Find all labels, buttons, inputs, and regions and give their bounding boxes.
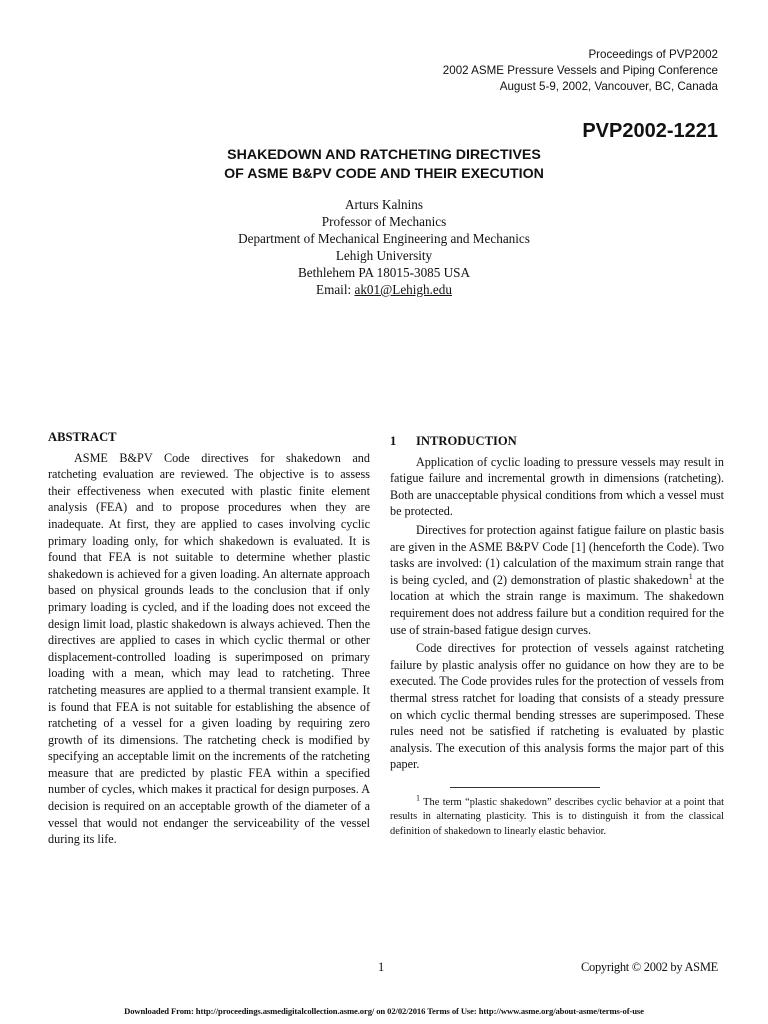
email-label: Email:	[316, 282, 355, 297]
footnote-divider	[450, 787, 600, 788]
intro-paragraph-3: Code directives for protection of vessels against ratcheting failure by plastic analysis offer no guidance on how they are to be executed. The Code provides rules for the protection of vessels from thermal stress ratchet for loading that consists of a steady pressure on which cyclic thermal bending stresses are superimposed. These rules need not be satisfied if ratcheting is evaluated by plastic analysis. The execution of this analysis forms the major part of this paper.	[390, 641, 724, 772]
page-number: 1	[378, 960, 385, 974]
introduction-heading	[390, 433, 724, 450]
proceedings-line: Proceedings of PVP2002	[588, 48, 718, 61]
abstract-heading: ABSTRACT	[48, 430, 117, 444]
conference-date-line: August 5-9, 2002, Vancouver, BC, Canada	[499, 80, 718, 93]
email-link[interactable]: ak01@Lehigh.edu	[354, 282, 452, 297]
section-title: INTRODUCTION	[416, 434, 517, 448]
left-column	[48, 429, 370, 850]
right-column	[390, 433, 724, 839]
footnote-reference[interactable]: 1	[688, 571, 693, 581]
conference-header	[443, 47, 718, 95]
author-department: Department of Mechanical Engineering and Mechanics	[238, 231, 530, 246]
author-name: Arturs Kalnins	[344, 197, 424, 212]
title-line-1: SHAKEDOWN AND RATCHETING DIRECTIVES	[227, 147, 541, 163]
author-email-line	[0, 281, 768, 298]
footnote-text: The term “plastic shakedown” describes cyclic behavior at a point that results in alternating plasticity. This is to distinguish it from the classical definition of shakedown to linearly elastic behavior.	[390, 796, 724, 837]
download-notice: Downloaded From: http://proceedings.asmedigitalcollection.asme.org/ on 02/02/2016 Terms of Use: http://www.asme.org/about-asme/terms-of-use	[124, 1006, 644, 1016]
intro-paragraph-2-text-a: Directives for protection against fatigue failure on plastic basis are given in the ASME B&PV Code [1] (henceforth the Code). Two tasks are involved: (1) calculation of the maximum strain range that is being cycled, and (2) demonstration of plastic shakedown	[390, 522, 724, 587]
intro-paragraph-1: Application of cyclic loading to pressure vessels may result in fatigue failure and incremental growth in dimensions (ratcheting). Both are unacceptable physical conditions from which a vessel must be protected.	[390, 454, 724, 519]
conference-name-line: 2002 ASME Pressure Vessels and Piping Conference	[442, 64, 718, 77]
paper-number: PVP2002-1221	[582, 120, 718, 142]
intro-paragraph-2-text-b: at the location at which the strain range is maximum. The shakedown requirement does not address failure but a condition required for the use of strain-based fatigue design curves.	[390, 572, 725, 637]
author-block	[0, 196, 768, 298]
paper-title	[0, 146, 768, 184]
copyright-notice: Copyright © 2002 by ASME	[580, 960, 718, 974]
intro-paragraph-2	[390, 522, 724, 638]
author-position: Professor of Mechanics	[321, 214, 447, 229]
section-number: 1	[390, 434, 397, 448]
title-line-2: OF ASME B&PV CODE AND THEIR EXECUTION	[224, 166, 544, 182]
author-university: Lehigh University	[335, 248, 433, 263]
abstract-text: ASME B&PV Code directives for shakedown and ratcheting evaluation are reviewed. The objective is to assess their effectiveness when executed with plastic finite element analysis (FEA) and to propose procedures when they are inadequate. At first, they are applied to cases involving cyclic primary loading only, for which shakedown is evaluated. It is found that FEA is not suitable to determine whether plastic shakedown is achieved for a given loading. An alternate approach based on physical grounds leads to the conclusion that if only primary loading is cycled, and if the loading does not exceed the design limit load, plastic shakedown is always achieved. Then the directives are applied to cases in which cyclic thermal or other displacement-controlled loading is superimposed on primary loading with a mean, which may lead to ratcheting. Three ratcheting measures are applied to a thermal transient example. It is found that FEA is not suitable for establishing the absence of ratcheting of a vessel for a given loading by requiring zero growth of its dimensions. The ratcheting check is modified by specifying an acceptable limit on the increments of the ratcheting measure that are predicted by plastic FEA within a specified number of cycles, which makes it practical for design purposes. A decision is required on an acceptable growth of the diameter of a vessel that would not endanger the serviceability of the vessel during its life.	[48, 450, 370, 847]
footnote	[390, 793, 724, 839]
author-address: Bethlehem PA 18015-3085 USA	[297, 265, 471, 280]
footnote-marker: 1	[416, 793, 420, 803]
